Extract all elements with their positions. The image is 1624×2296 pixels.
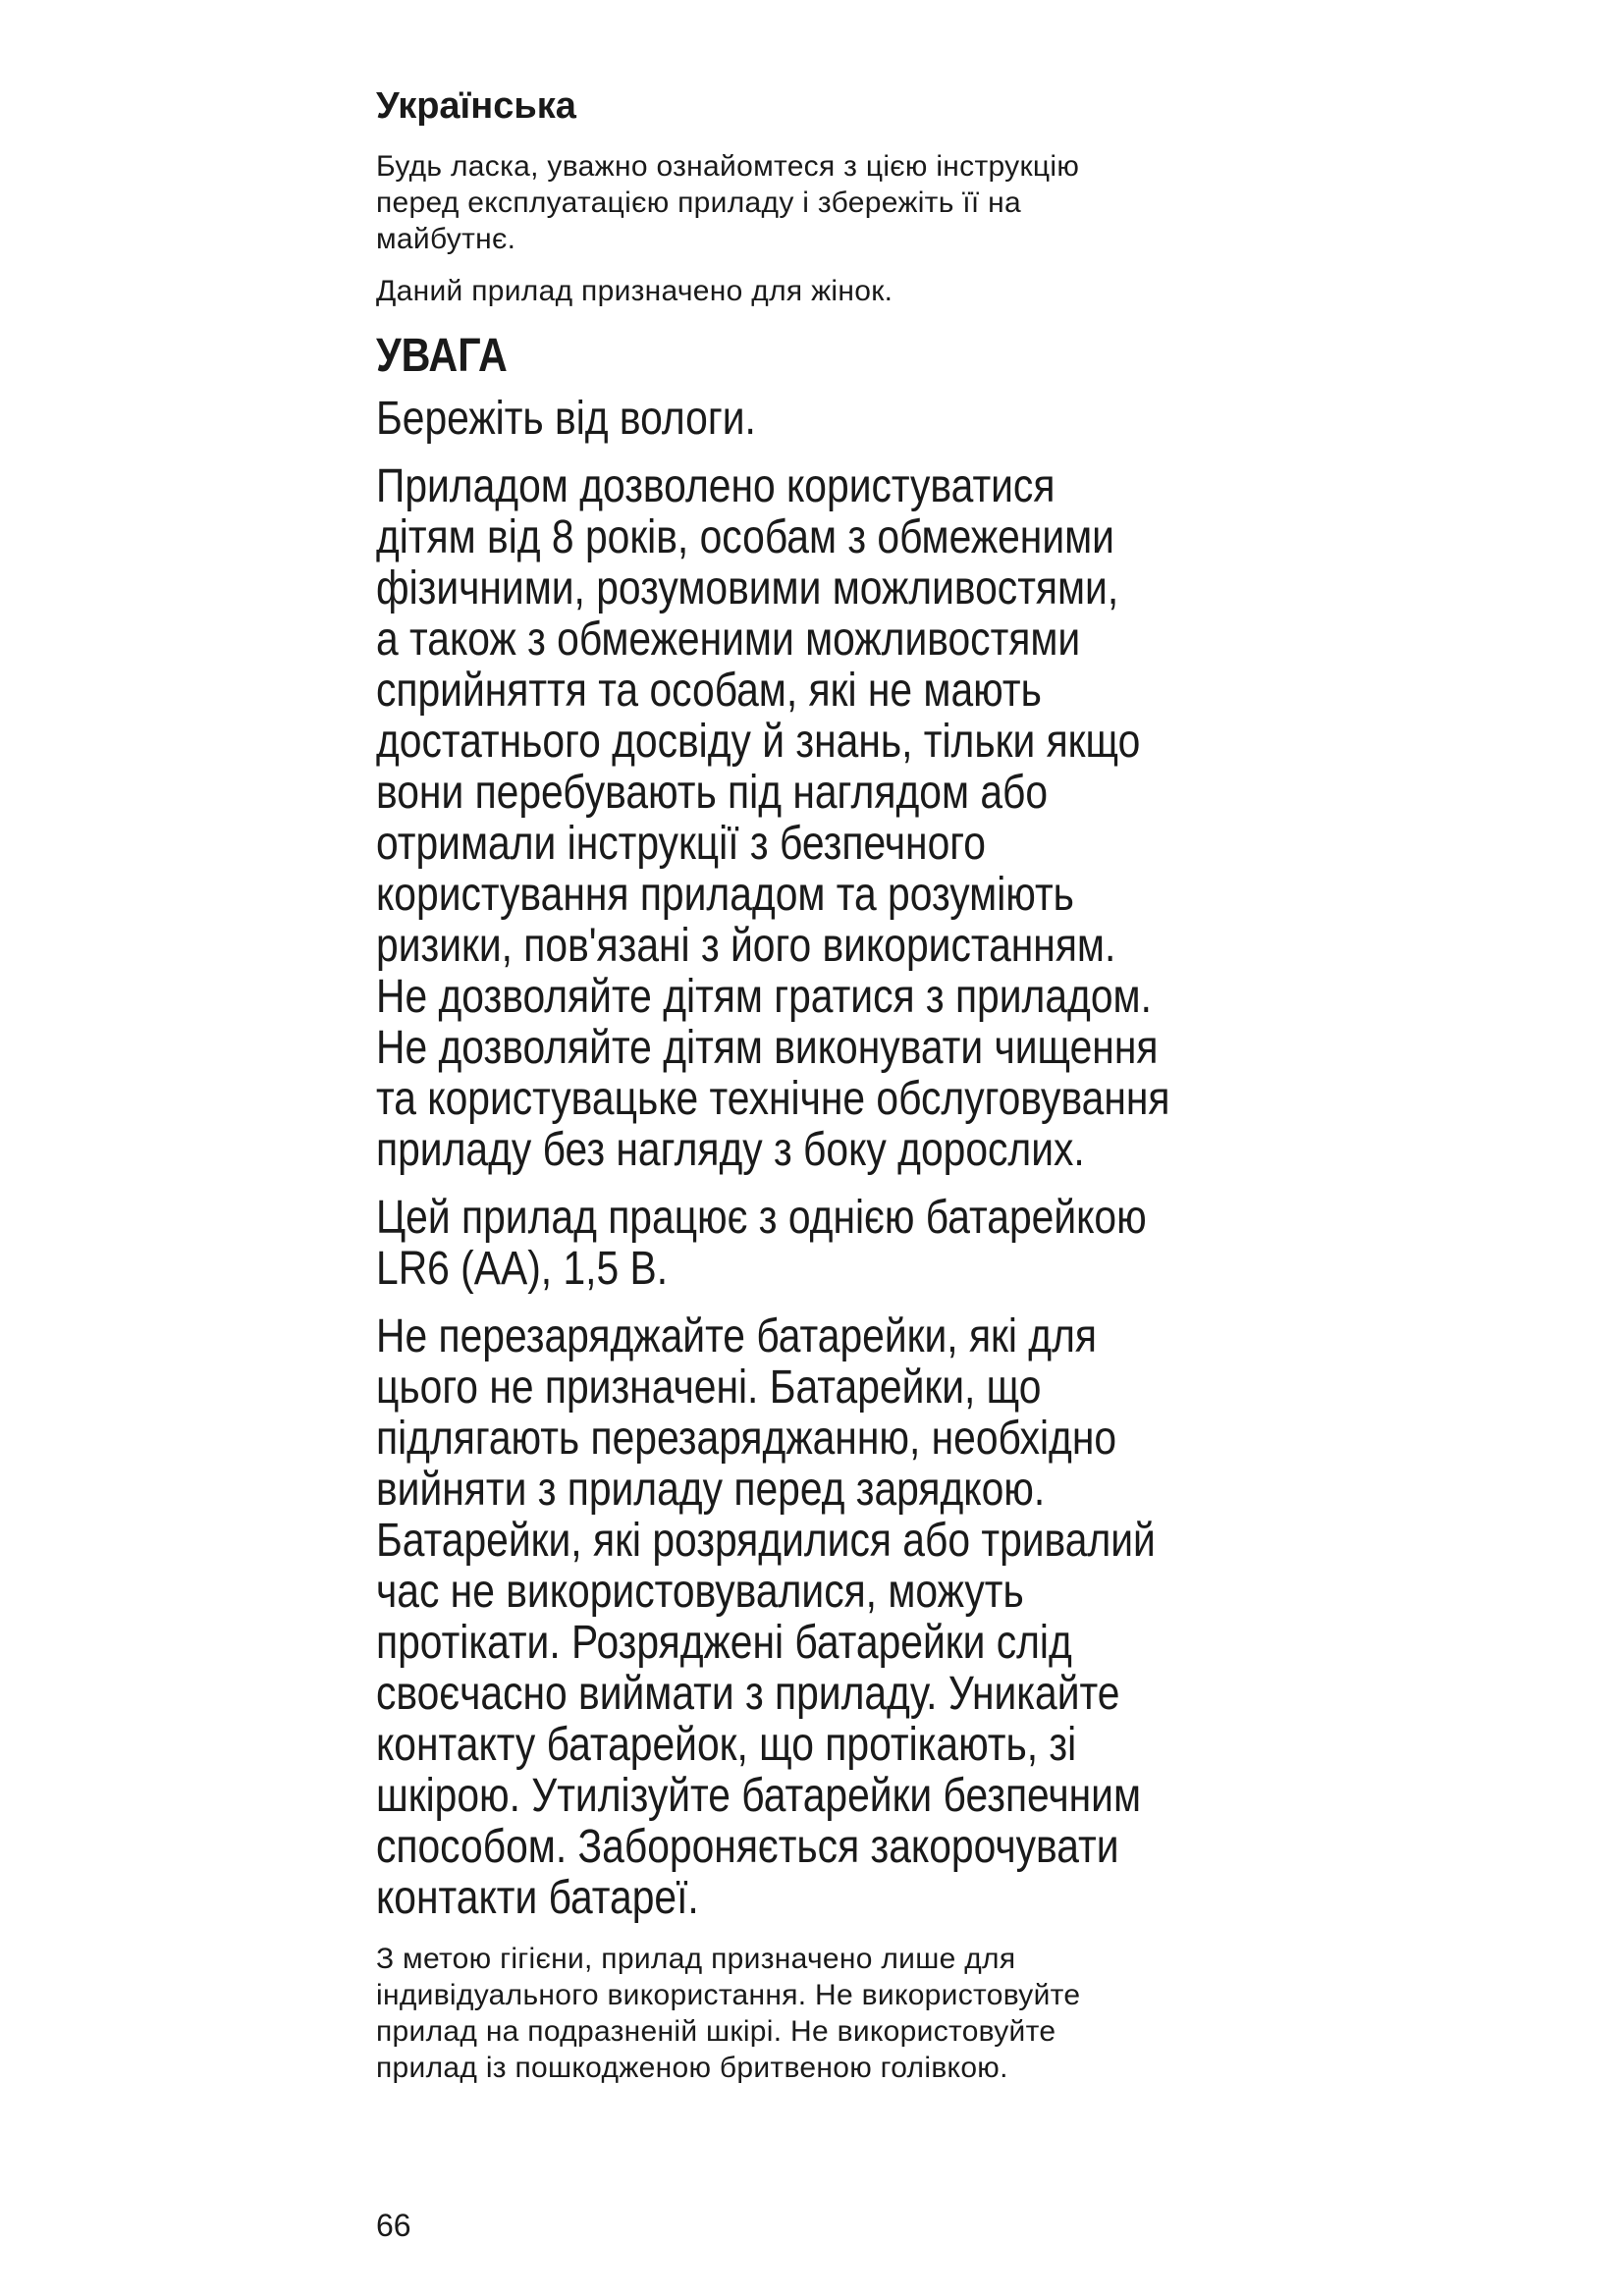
recharge-line: способом. Забороняється закорочувати: [376, 1821, 1119, 1873]
hygiene-line: прилад із пошкодженою бритвеною голівкою.: [376, 2052, 1008, 2084]
children-paragraph: [376, 461, 1303, 1176]
keep-dry-paragraph: Бережіть від вологи.: [376, 393, 756, 445]
intro-line: майбутнє.: [376, 223, 516, 255]
recharge-line: шкірою. Утилізуйте батарейки безпечним: [376, 1770, 1142, 1822]
recharge-line: підлягають перезаряджанню, необхідно: [376, 1413, 1117, 1465]
hygiene-line: З метою гігієни, прилад призначено лише для: [376, 1943, 1016, 1975]
children-line: достатнього досвіду й знань, тільки якщо: [376, 716, 1141, 768]
recharge-line: протікати. Розряджені батарейки слід: [376, 1617, 1072, 1669]
children-line: сприйняття та особам, які не мають: [376, 665, 1042, 717]
recharge-line: своєчасно виймати з приладу. Уникайте: [376, 1668, 1120, 1720]
document-page: [376, 83, 1279, 2102]
children-line: користування приладом та розуміють: [376, 869, 1074, 921]
children-line: ризики, пов'язані з його використанням.: [376, 920, 1116, 972]
battery-type-paragraph: [376, 1193, 1303, 1295]
recharge-line: час не використовувалися, можуть: [376, 1566, 1024, 1618]
recharge-line: Не перезаряджайте батарейки, які для: [376, 1310, 1098, 1362]
children-line: фізичними, розумовими можливостями,: [376, 562, 1119, 614]
warning-heading: УВАГА: [376, 330, 508, 382]
children-line: приладу без нагляду з боку дорослих.: [376, 1124, 1085, 1176]
recharge-line: Батарейки, які розрядилися або тривалий: [376, 1515, 1156, 1567]
children-line: та користувацьке технічне обслуговування: [376, 1073, 1170, 1125]
children-line: вони перебувають під наглядом або: [376, 767, 1049, 819]
recharge-line: цього не призначені. Батарейки, що: [376, 1362, 1042, 1414]
intro-line: Будь ласка, уважно ознайомтеся з цією інструкцію: [376, 150, 1080, 183]
intro-line: перед експлуатацією приладу і збережіть її на: [376, 187, 1022, 219]
children-line: Не дозволяйте дітям гратися з приладом.: [376, 971, 1152, 1023]
battery-line: LR6 (AA), 1,5 В.: [376, 1243, 669, 1295]
intro-paragraph: [376, 148, 1279, 257]
hygiene-line: індивідуального використання. Не використовуйте: [376, 1979, 1081, 2011]
children-line: отримали інструкції з безпечного: [376, 818, 986, 870]
children-line: дітям від 8 років, особам з обмеженими: [376, 511, 1114, 563]
recharge-line: контакту батарейок, що протікають, зі: [376, 1719, 1077, 1771]
intended-for-paragraph: Даний прилад призначено для жінок.: [376, 275, 893, 307]
language-heading: Українська: [376, 85, 576, 127]
battery-line: Цей прилад працює з однією батарейкою: [376, 1192, 1147, 1244]
page-number: 66: [376, 2208, 411, 2243]
recharge-warning-paragraph: [376, 1311, 1303, 1924]
recharge-line: вийняти з приладу перед зарядкою.: [376, 1464, 1046, 1516]
children-line: Не дозволяйте дітям виконувати чищення: [376, 1022, 1159, 1074]
recharge-line: контакти батареї.: [376, 1872, 699, 1924]
children-line: а також з обмеженими можливостями: [376, 614, 1081, 666]
hygiene-paragraph: [376, 1941, 1279, 2086]
children-line: Приладом дозволено користуватися: [376, 460, 1056, 512]
hygiene-line: прилад на подразненій шкірі. Не використовуйте: [376, 2015, 1056, 2048]
